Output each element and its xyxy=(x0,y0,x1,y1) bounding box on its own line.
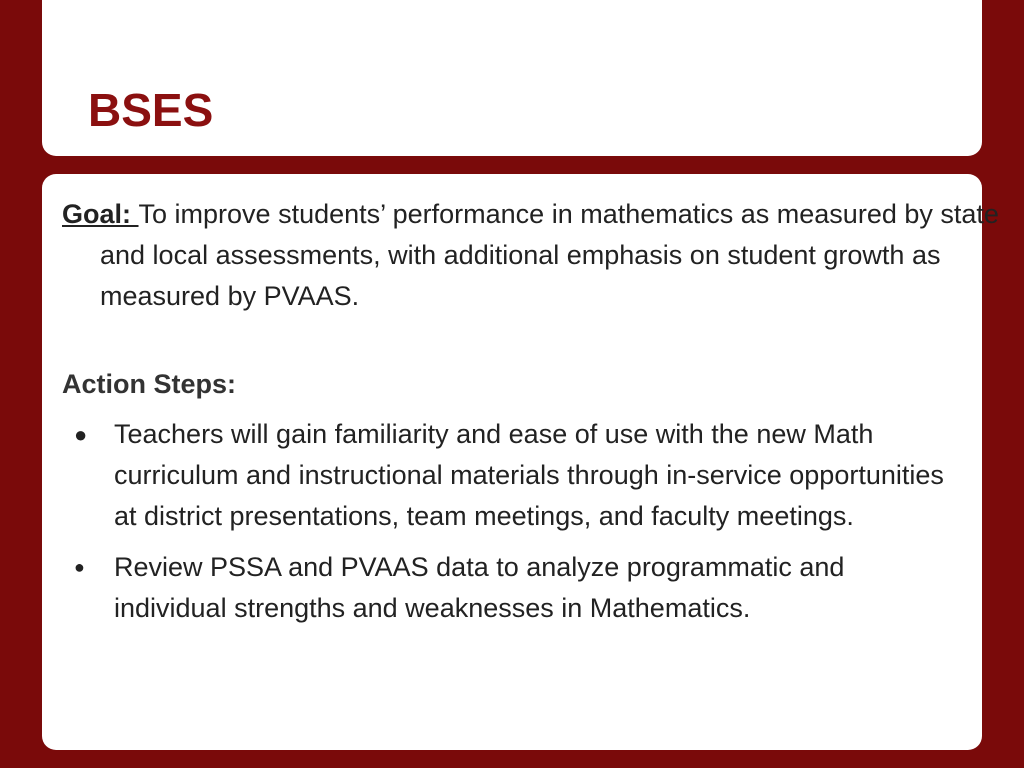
bullet-text: Review PSSA and PVAAS data to analyze programmatic and individual strengths and weaknesses in Mathematics. xyxy=(114,552,845,623)
action-steps-list xyxy=(62,414,962,639)
title-panel xyxy=(42,0,982,156)
goal-text: To improve students’ performance in mathematics as measured by state and local assessments, with additional emphasis on student growth as measured by PVAAS. xyxy=(100,199,999,311)
bullet-icon: ● xyxy=(74,422,88,447)
goal-paragraph xyxy=(62,194,1000,317)
action-steps-heading: Action Steps: xyxy=(62,369,237,399)
bullet-icon: ● xyxy=(74,557,85,577)
slide-title: BSES xyxy=(88,84,214,136)
list-item xyxy=(62,547,962,629)
content-panel xyxy=(42,174,999,750)
goal-label: Goal: xyxy=(62,199,139,229)
bullet-text: Teachers will gain familiarity and ease of use with the new Math curriculum and instructional materials through in-service opportunities at district presentations, team meetings, and faculty meetings. xyxy=(114,419,944,531)
list-item xyxy=(62,414,962,537)
